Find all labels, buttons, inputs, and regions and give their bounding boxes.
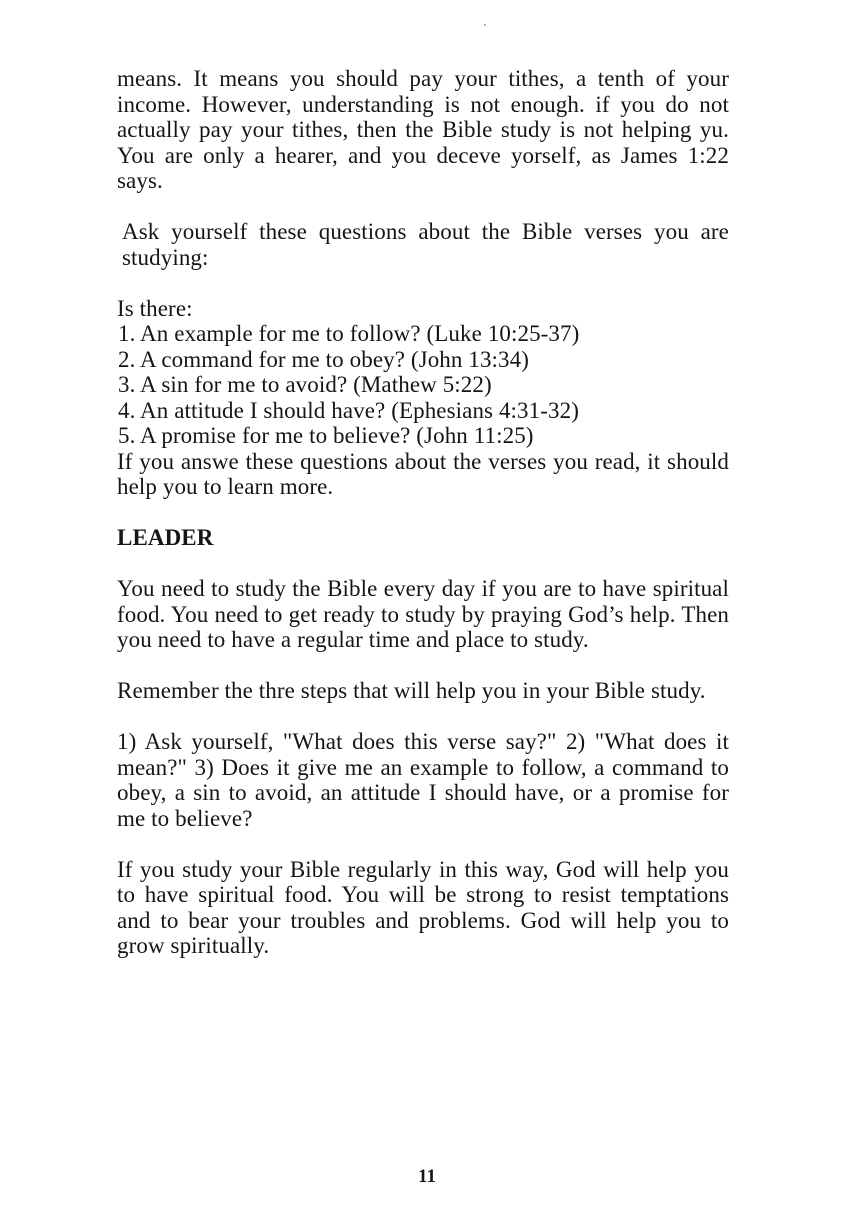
- paragraph-conclusion: If you study your Bible regularly in this way, God will help you to have spiritual food. You will be strong to resist temptations and to bear your troubles and problems. God will help you to grow spiritually.: [117, 856, 729, 958]
- scan-speck: [484, 24, 486, 26]
- section-heading-leader: LEADER: [117, 525, 214, 550]
- list-item: 5. A promise for me to believe? (John 11:25): [118, 423, 534, 448]
- list-item: 1. An example for me to follow? (Luke 10:25-37): [118, 321, 580, 346]
- paragraph-three-steps: Remember the thre steps that will help you in your Bible study.: [117, 678, 706, 703]
- paragraph-tithes: means. It means you should pay your tithes, a tenth of your income. However, understanding is not enough. if you do not actually pay your tithes, then the Bible study is not helping yu. You are only a hearer, and you deceve yorself, as James 1:22 says.: [117, 66, 729, 193]
- list-item: 2. A command for me to obey? (John 13:34): [118, 346, 530, 372]
- question-list: [117, 321, 729, 449]
- list-item: 4. An attitude I should have? (Ephesians 4:31-32): [118, 397, 579, 423]
- list-item: 3. A sin for me to avoid? (Mathew 5:22): [118, 372, 492, 397]
- paragraph-steps-list: 1) Ask yourself, "What does this verse say?" 2) "What does it mean?" 3) Does it give me an example to follow, a command to obey, a sin to avoid, an attitude I should have, or a promise for me to believe?: [117, 729, 729, 831]
- paragraph-ask-yourself: Ask yourself these questions about the Bible verses you are studying:: [122, 219, 729, 270]
- page-number: 11: [418, 1166, 436, 1187]
- page-body: [117, 66, 729, 959]
- paragraph-study-daily: You need to study the Bible every day if you are to have spiritual food. You need to get ready to study by praying God’s help. Then you need to have a regular time and place to study.: [117, 576, 729, 652]
- is-there-label: Is there:: [117, 295, 193, 321]
- paragraph-answer-questions: If you answe these questions about the verses you read, it should help you to learn more.: [117, 448, 729, 499]
